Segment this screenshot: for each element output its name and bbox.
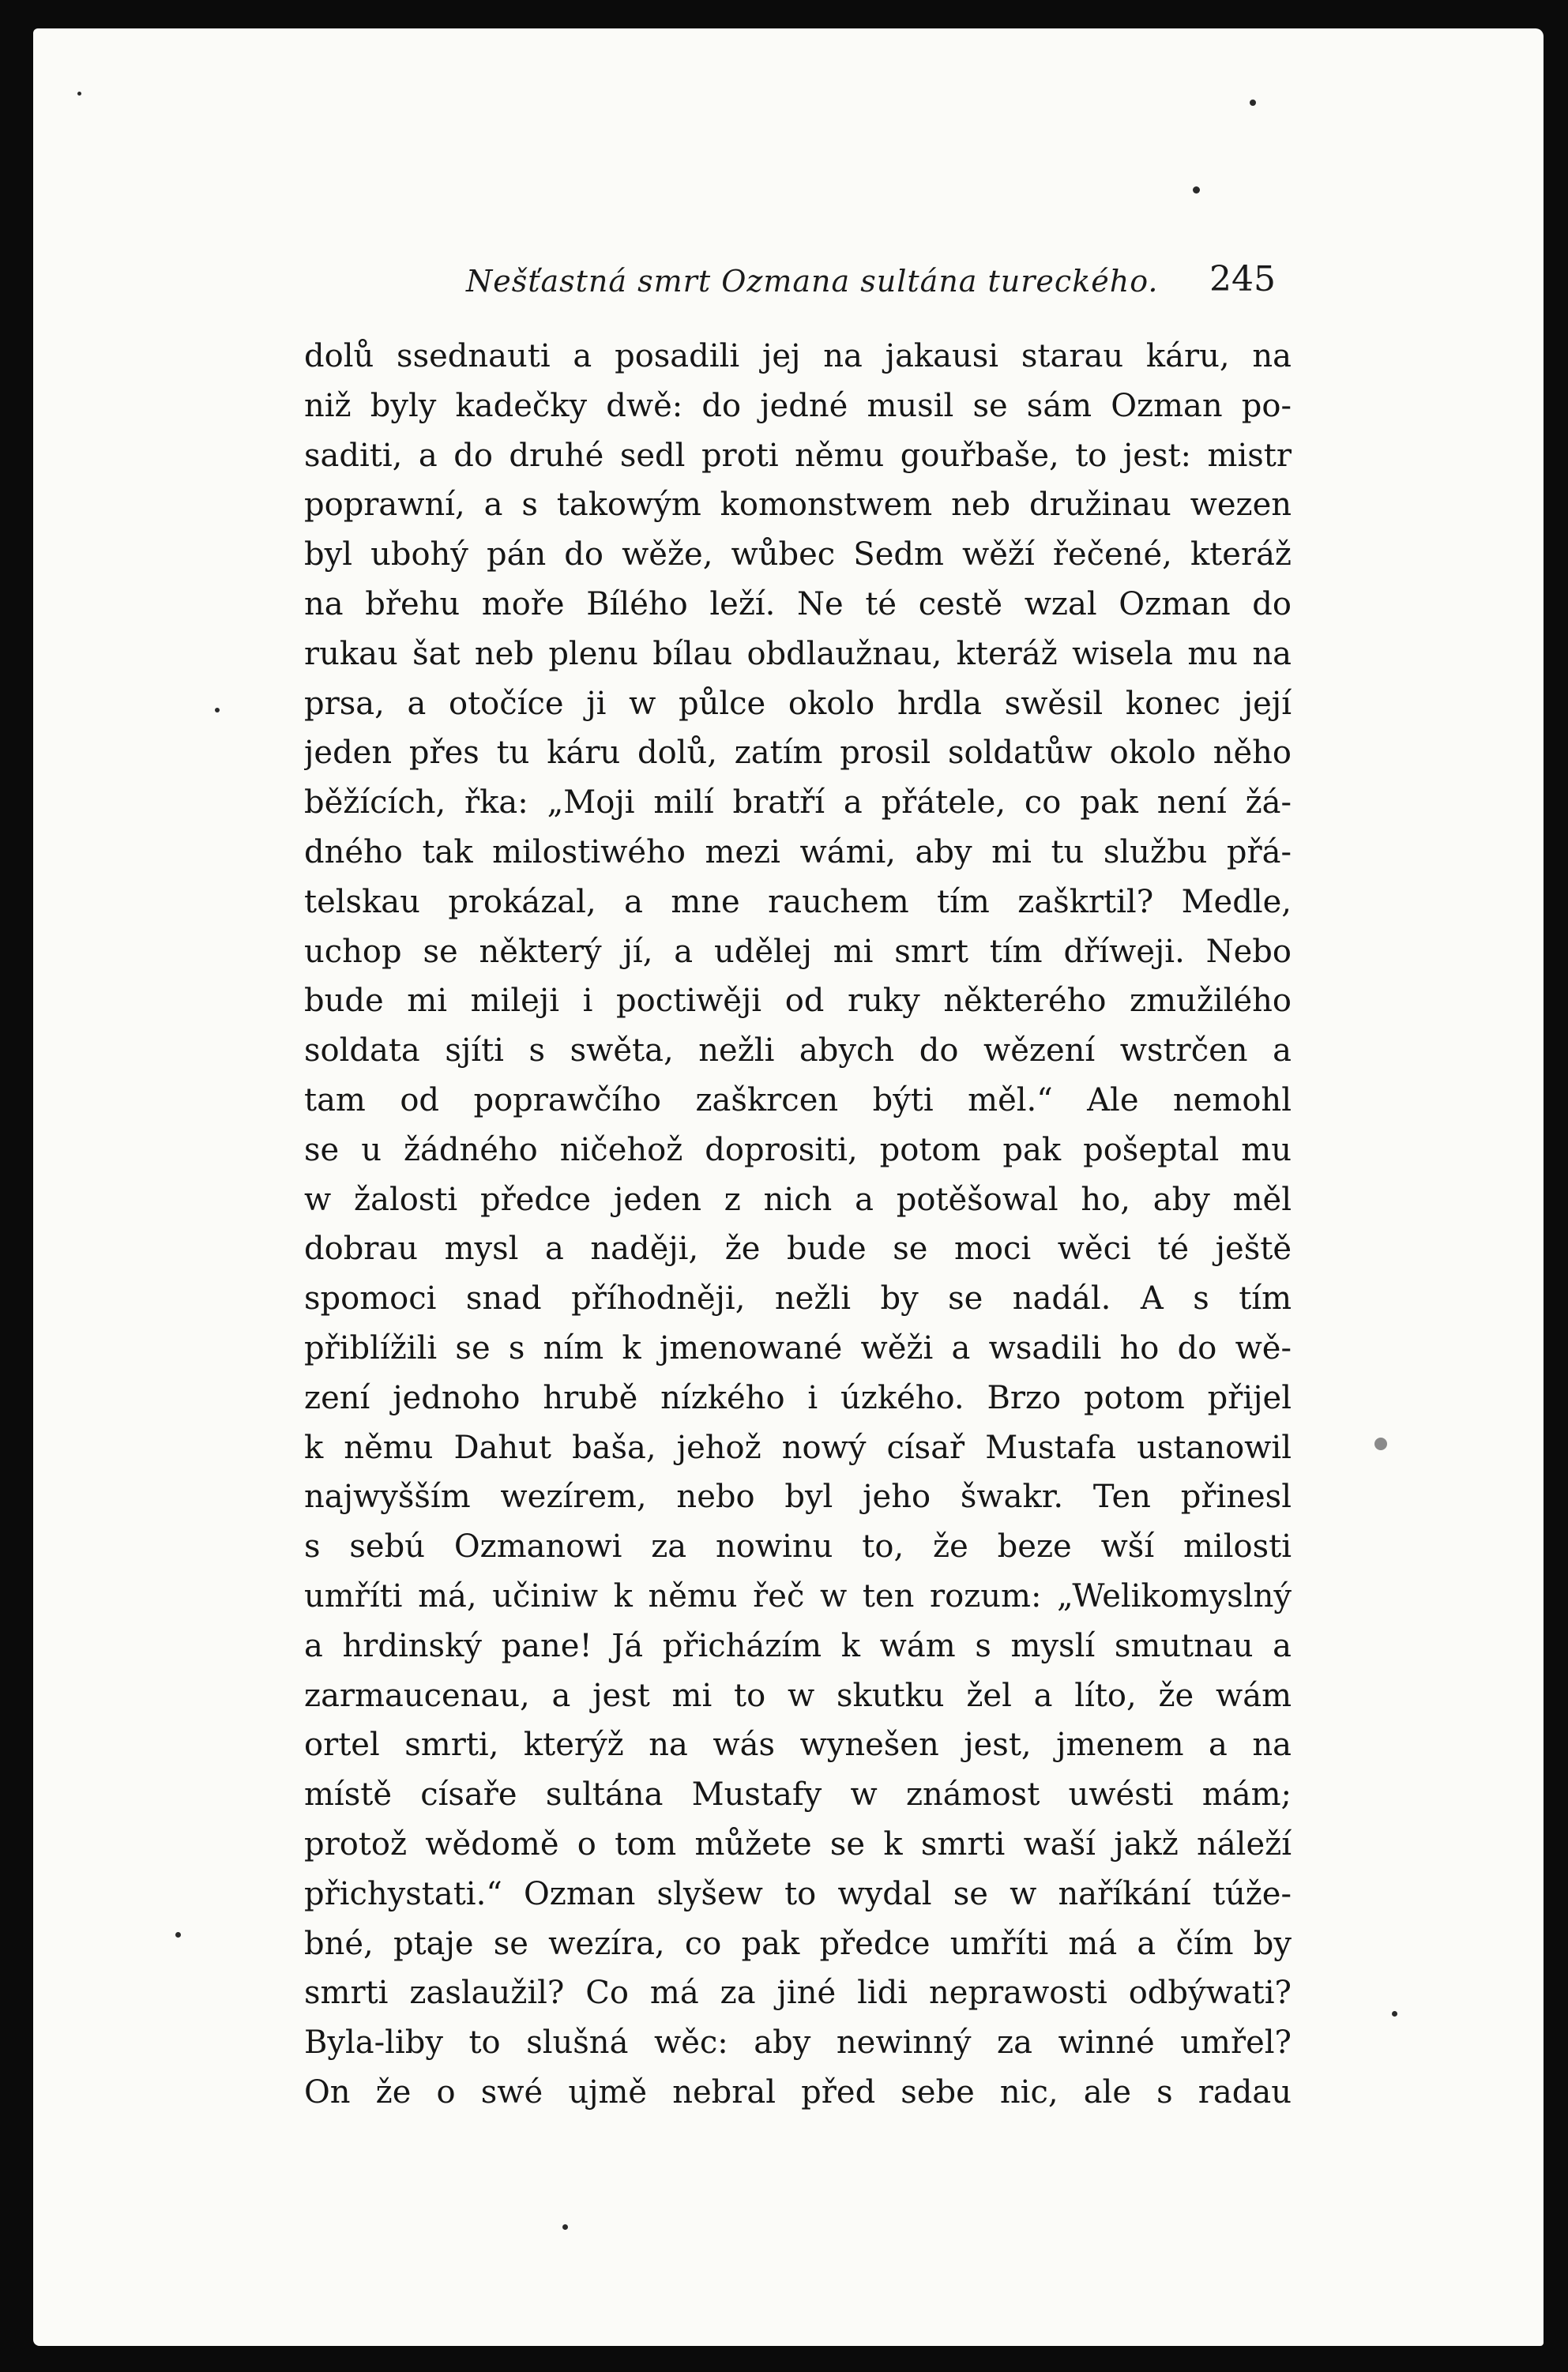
scan-speck: [1392, 2011, 1397, 2017]
text-line: na břehu moře Bílého leží. Ne té cestě wzal Ozman do: [304, 585, 1292, 622]
text-line: jeden přes tu káru dolů, zatím prosil soldatůw okolo něho: [304, 735, 1292, 772]
text-line: saditi, a do druhé sedl proti němu gouřbaše, to jest: mistr: [304, 437, 1292, 474]
text-line: protož wědomě o tom můžete se k smrti waší jakž náleží: [304, 1825, 1292, 1863]
scan-speck: [215, 708, 220, 712]
text-line: soldata sjíti s swěta, nežli abych do wězení wstrčen a: [304, 1032, 1292, 1069]
text-line: k němu Dahut baša, jehož nowý císař Mustafa ustanowil: [304, 1429, 1292, 1466]
body-text: [304, 332, 1292, 2118]
text-line: dobrau mysl a naději, že bude se moci wěci té ještě: [304, 1231, 1292, 1268]
text-line: uchop se některý jí, a udělej mi smrt tím dříweji. Nebo: [304, 933, 1292, 970]
text-line: se u žádného ničehož doprositi, potom pak pošeptal mu: [304, 1131, 1292, 1168]
text-line: a hrdinský pane! Já přicházím k wám s myslí smutnau a: [304, 1627, 1292, 1664]
text-line: dolů ssednauti a posadili jej na jakausi starau káru, na: [304, 338, 1292, 374]
text-line: tam od poprawčího zaškrcen býti měl.“ Ale nemohl: [304, 1081, 1292, 1118]
text-line: telskau prokázal, a mne rauchem tím zaškrtil? Medle,: [304, 883, 1292, 920]
text-line: smrti zaslaužil? Co má za jiné lidi neprawosti odbýwati?: [304, 1975, 1292, 2012]
text-line: umříti má, učiniw k němu řeč w ten rozum: „Welikomyslný: [304, 1577, 1292, 1615]
text-line: ortel smrti, kterýž na wás wynešen jest, jmenem a na: [304, 1727, 1292, 1764]
text-line: místě císaře sultána Mustafy w známost uwésti mám;: [304, 1776, 1292, 1814]
page-number: 245: [1209, 259, 1276, 299]
text-line: Byla-liby to slušná wěc: aby newinný za winné umřel?: [304, 2024, 1292, 2062]
text-line: bude mi mileji i poctiwěji od ruky některého zmužilého: [304, 983, 1292, 1020]
text-line: běžících, řka: „Moji milí bratří a přátele, co pak není žá-: [304, 784, 1292, 821]
text-line: rukau šat neb plenu bílau obdlaužnau, kteráž wisela mu na: [304, 635, 1292, 672]
running-title: Nešťastná smrt Ozmana sultána tureckého.: [466, 264, 1159, 299]
text-line: spomoci snad příhodněji, nežli by se nadál. A s tím: [304, 1280, 1292, 1318]
text-line: s sebú Ozmanowi za nowinu to, že beze wší milosti: [304, 1528, 1292, 1566]
scan-speck: [1193, 186, 1200, 194]
text-line: On že o swé ujmě nebral před sebe nic, ale s radau: [304, 2073, 1292, 2111]
scan-speck: [1250, 100, 1256, 106]
text-line: byl ubohý pán do wěže, wůbec Sedm wěží řečené, kteráž: [304, 536, 1292, 573]
page-header: [466, 259, 1276, 306]
text-line: dného tak milostiwého mezi wámi, aby mi tu službu přá-: [304, 833, 1292, 870]
text-line: prsa, a otočíce ji w půlce okolo hrdla swěsil konec její: [304, 685, 1292, 722]
text-line: přiblížili se s ním k jmenowané wěži a wsadili ho do wě-: [304, 1329, 1292, 1366]
text-line: zarmaucenau, a jest mi to w skutku žel a líto, že wám: [304, 1677, 1292, 1714]
text-line: bné, ptaje se wezíra, co pak předce umříti má a čím by: [304, 1925, 1292, 1962]
text-line: w žalosti předce jeden z nich a potěšowal ho, aby měl: [304, 1181, 1292, 1218]
text-line: zení jednoho hrubě nízkého i úzkého. Brzo potom přijel: [304, 1379, 1292, 1416]
text-line: niž byly kadečky dwě: do jedné musil se sám Ozman po-: [304, 387, 1292, 424]
text-line: přichystati.“ Ozman slyšew to wydal se w naříkání túže-: [304, 1875, 1292, 1912]
text-line: najwyšším wezírem, nebo byl jeho šwakr. Ten přinesl: [304, 1479, 1292, 1516]
scan-speck: [175, 1932, 181, 1938]
scan-speck: [1374, 1438, 1387, 1450]
text-line: poprawní, a s takowým komonstwem neb družinau wezen: [304, 487, 1292, 524]
scan-speck: [77, 92, 81, 96]
scan-speck: [562, 2224, 568, 2230]
book-page: [33, 28, 1544, 2346]
